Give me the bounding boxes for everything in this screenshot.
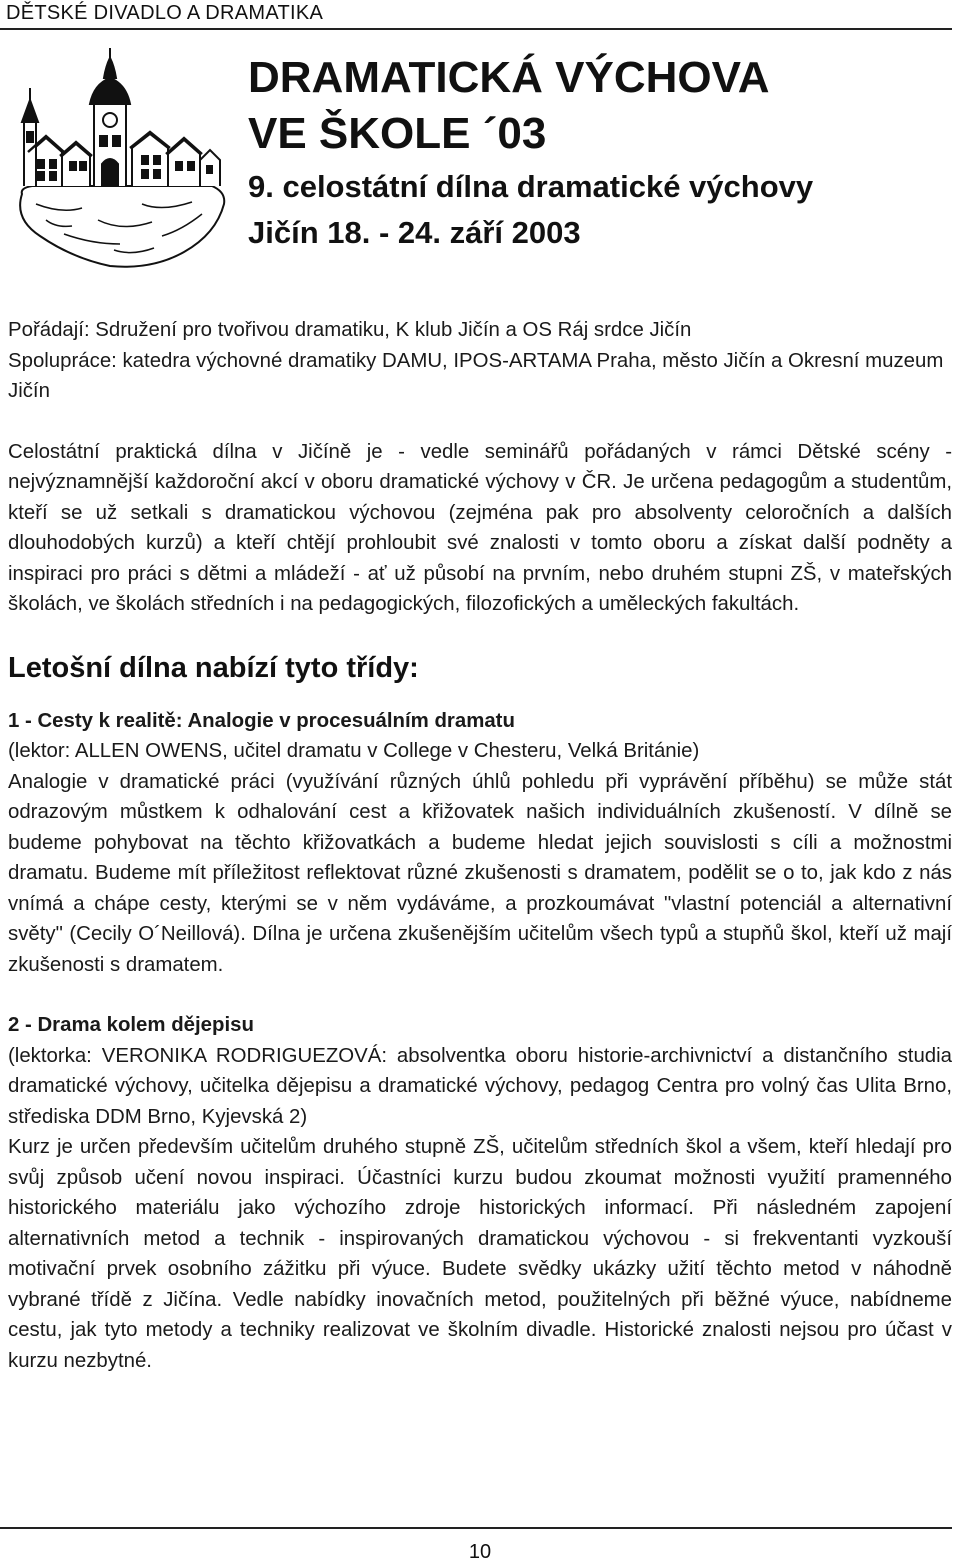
subtitle: 9. celostátní dílna dramatické výchovy bbox=[248, 169, 814, 204]
title-line-1: DRAMATICKÁ VÝCHOVA bbox=[248, 53, 770, 102]
footer-rule bbox=[0, 1527, 952, 1529]
organizers bbox=[8, 315, 952, 407]
course-lecturer: (lektor: ALLEN OWENS, učitel dramatu v College v Chesteru, Velká Británie) bbox=[8, 740, 700, 762]
place-date: Jičín 18. - 24. září 2003 bbox=[248, 215, 581, 250]
course-item bbox=[8, 706, 952, 981]
title-block bbox=[248, 50, 948, 254]
course-title: 2 - Drama kolem dějepisu bbox=[8, 1014, 254, 1036]
organizers-line: Pořádají: Sdružení pro tvořivou dramatiku, K klub Jičín a OS Ráj srdce Jičín bbox=[8, 319, 692, 341]
intro-paragraph: Celostátní praktická dílna v Jičíně je - vedle seminářů pořádaných v rámci Dětské scény - nejvýznamnější každoroční akcí v oboru dramatické výchovy v ČR. Je určena pedagogům a studentům, kteří se už setkali s dramatickou výchovou (zejména pak pro absolventy celoročních a dalších dlouhodobých kurzů) a kteří chtějí prohloubit své znalosti v tomto oboru a získat další podněty a inspiraci pro práci s dětmi a mládeží - ať už působí na prvním, nebo druhém stupni ZŠ, v mateřských školách, ve školách středních i na pedagogických, filozofických a uměleckých fakultách. bbox=[8, 440, 952, 615]
course-description: Analogie v dramatické práci (využívání různých úhlů pohledu při vyprávění příběhu) se může stát odrazovým můstkem k odhalování cest a křižovatek našich individuálních zkušeností. V dílně se budeme pohybovat na těchto křižovatkách a budeme hledat jejich souvislosti s cíli a možnostmi dramatu. Budeme mít příležitost reflektovat různé zkušenosti s dramatem, podělit se o to, jak kdo z nás vnímá a chápe cesty, kterými se v něm vydáváme, a prozkoumávat "vlastní potenciál a alternativní světy" (Cecily O´Neillová). Dílna je určena zkušenějším učitelům všech typů a stupňů škol, kteří už mají zkušenosti s dramatem. bbox=[8, 770, 952, 976]
page-number: 10 bbox=[468, 1541, 492, 1563]
header-rule bbox=[0, 28, 952, 30]
article-body bbox=[8, 315, 952, 1406]
cooperation-line: Spolupráce: katedra výchovné dramatiky DAMU, IPOS-ARTAMA Praha, město Jičín a Okresní muzeum Jičín bbox=[8, 349, 944, 402]
classes-heading: Letošní dílna nabízí tyto třídy: bbox=[8, 651, 419, 684]
jicin-town-logo bbox=[2, 44, 234, 276]
course-title: 1 - Cesty k realitě: Analogie v procesuálním dramatu bbox=[8, 709, 515, 732]
course-lecturer: (lektorka: VERONIKA RODRIGUEZOVÁ: absolventka oboru historie-archivnictví a distančního studia dramatické výchovy, učitelka dějepisu a dramatické výchovy, pedagog Centra pro volný čas Ulita Brno, střediska DDM Brno, Kyjevská 2) bbox=[8, 1044, 952, 1128]
town-illustration bbox=[2, 44, 234, 276]
section-label: DĚTSKÉ DIVADLO A DRAMATIKA bbox=[6, 2, 324, 24]
course-description: Kurz je určen především učitelům druhého stupně ZŠ, učitelům středních škol a všem, kteří hledají pro svůj způsob učení novou inspiraci. Účastníci kurzu budou zkoumat možnosti využití pramenného historického materiálu jako výchozího zdroje historických informací. Při následném zapojení alternativních metod a technik - inspirovaných dramatickou výchovou - si frekventanti vyzkouší motivační prvek osobního zážitku při výuce. Budete svědky ukázky užití těchto metod v náhodně vybrané třídě z Jičína. Vedle nabídky inovačních metod, použitelných při běžné výuce, nabídneme cestu, jak tyto metody a techniky realizovat ve školním divadle. Historické znalosti nejsou pro účast v kurzu nezbytné. bbox=[8, 1136, 952, 1372]
course-item bbox=[8, 1010, 952, 1376]
title-line-2: VE ŠKOLE ´03 bbox=[248, 109, 547, 158]
